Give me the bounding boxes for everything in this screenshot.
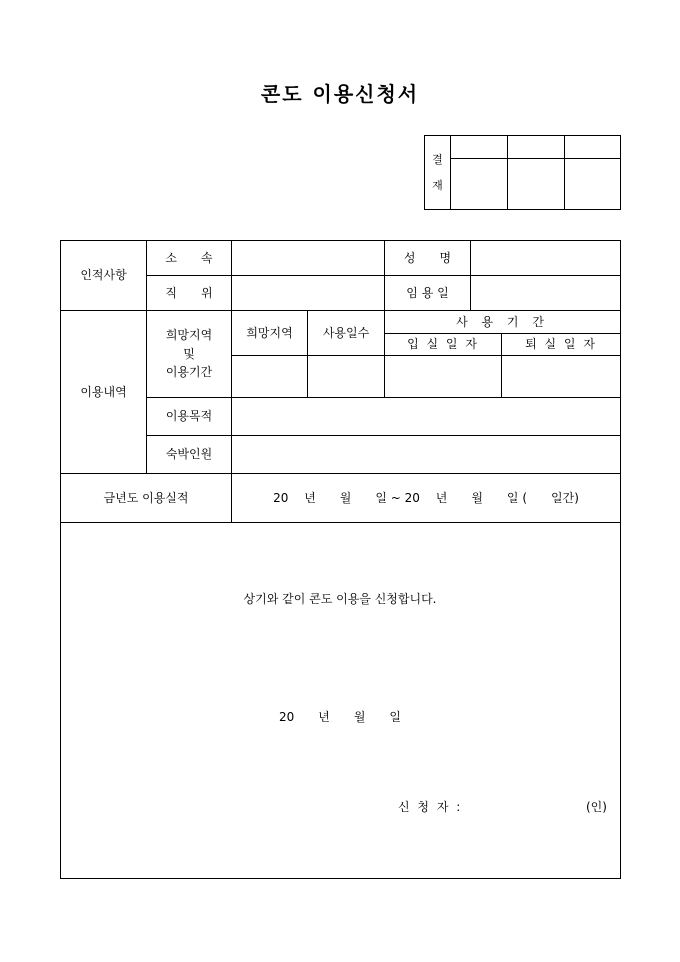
position-label: 직 위 [146, 275, 232, 311]
checkout-field[interactable] [501, 355, 621, 398]
guests-field[interactable] [231, 435, 621, 474]
statement-box [60, 522, 621, 879]
applicant-label: 신 청 자 : [398, 800, 463, 814]
hire-date-label: 임 용 일 [384, 275, 471, 311]
region-header: 희망지역 [231, 310, 308, 356]
approval-header-1[interactable] [450, 135, 508, 159]
statement-text: 상기와 같이 콘도 이용을 신청합니다. [243, 592, 437, 606]
affiliation-field[interactable] [231, 240, 385, 276]
hire-date-field[interactable] [470, 275, 621, 311]
personal-section-label: 인적사항 [60, 240, 147, 311]
approval-header-3[interactable] [564, 135, 621, 159]
approval-sign-3[interactable] [564, 158, 621, 210]
approval-header-2[interactable] [507, 135, 565, 159]
record-label: 금년도 이용실적 [60, 473, 232, 523]
guests-label: 숙박인원 [146, 435, 232, 474]
days-header: 사용일수 [307, 310, 385, 356]
region-period-label: 희망지역 및 이용기간 [146, 310, 232, 398]
seal-mark: (인) [586, 800, 607, 814]
name-label: 성 명 [384, 240, 471, 276]
approval-sign-2[interactable] [507, 158, 565, 210]
checkin-header: 입 실 일 자 [384, 333, 502, 356]
purpose-label: 이용목적 [146, 397, 232, 436]
period-header: 사 용 기 간 [384, 310, 621, 334]
record-field[interactable]: 20 년 월 일 ~ 20 년 월 일 ( 일간) [231, 473, 621, 523]
approval-label: 결 재 [424, 135, 451, 210]
name-field[interactable] [470, 240, 621, 276]
checkin-field[interactable] [384, 355, 502, 398]
checkout-header: 퇴 실 일 자 [501, 333, 621, 356]
position-field[interactable] [231, 275, 385, 311]
days-field[interactable] [307, 355, 385, 398]
region-field[interactable] [231, 355, 308, 398]
usage-section-label: 이용내역 [60, 310, 147, 474]
page-title: 콘도 이용신청서 [260, 82, 420, 106]
affiliation-label: 소 속 [146, 240, 232, 276]
date-line[interactable]: 20 년 월 일 [278, 710, 402, 724]
approval-sign-1[interactable] [450, 158, 508, 210]
purpose-field[interactable] [231, 397, 621, 436]
